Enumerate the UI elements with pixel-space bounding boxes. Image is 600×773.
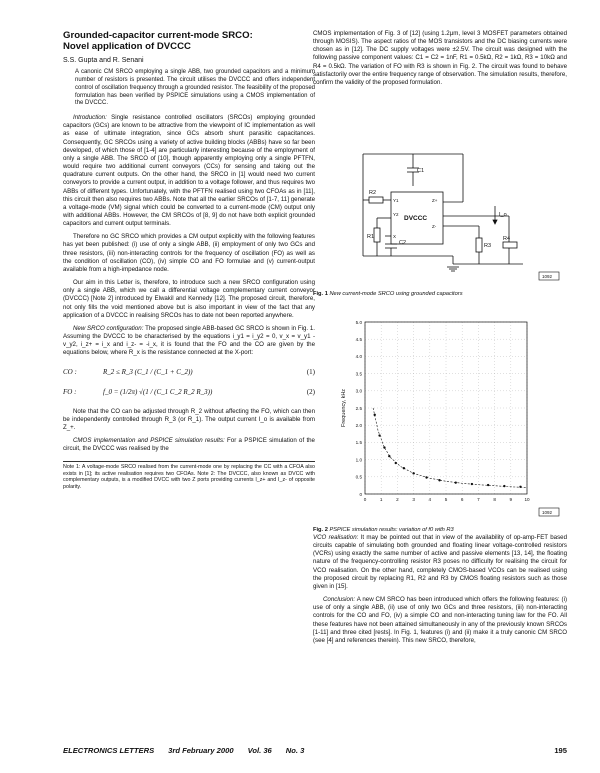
x-tick-label: 9 bbox=[509, 497, 513, 502]
figure-2-caption bbox=[313, 527, 567, 533]
chart-y-axis-label: Frequency, kHz bbox=[341, 388, 347, 428]
footer-number: No. 3 bbox=[285, 746, 305, 755]
circuit-diagram bbox=[313, 146, 567, 284]
x-tick-label: 4 bbox=[428, 497, 432, 502]
figure-2-tag: 1092 bbox=[542, 510, 553, 515]
figure-1-tag: 1092 bbox=[542, 274, 553, 279]
conclusion-paragraph bbox=[313, 596, 567, 645]
right-column-top bbox=[313, 30, 567, 87]
data-point bbox=[374, 414, 376, 416]
label-io: I_o bbox=[499, 212, 507, 218]
data-point bbox=[471, 483, 473, 485]
port-zplus: Z+ bbox=[432, 198, 438, 203]
intro-paragraph bbox=[63, 114, 315, 228]
paragraph-2: Therefore no GC SRCO which provides a CM output explicitly with the following features has yet been published: (i) use of only a single ABB, (ii) employment of only two GCs and three resistors, (iii) non-interacting controls for the frequency of oscillation (FO) as well as the condition of oscillation (CO), (iv) simple CO and FO formulae and (v) current-output available from a high-impedance node. bbox=[63, 233, 315, 273]
label-dvccc: DVCCC bbox=[404, 215, 428, 222]
cmos-text: For a PSPICE simulation of the circuit, the DVCCC was realised by the bbox=[63, 436, 315, 453]
data-point bbox=[378, 434, 380, 436]
x-tick-label: 6 bbox=[460, 497, 464, 502]
abstract: A canonic CM SRCO employing a single ABB, two grounded capacitors and a minimum number of resistors is presented. The circuit utilises the DVCCC and offers independent control of oscillation frequency through a grounded resistor. The feasibility of the proposed formulation has been verified by PSPICE simulations using a CMOS implementation of the DVCCC. bbox=[75, 69, 315, 107]
y-tick-label: 5.0 bbox=[355, 319, 362, 325]
x-tick-label: 3 bbox=[412, 497, 415, 502]
vco-paragraph bbox=[313, 534, 567, 591]
equation-block bbox=[63, 363, 315, 403]
y-tick-label: 2.5 bbox=[355, 405, 362, 411]
frequency-chart bbox=[313, 308, 567, 520]
new-srco-paragraph bbox=[63, 325, 315, 358]
y-tick-label: 2.0 bbox=[355, 423, 362, 428]
figure-2-caption-text: PSPICE simulation results: variation of f0 with R3 bbox=[329, 527, 454, 533]
data-point bbox=[412, 472, 414, 474]
intro-heading: Introduction: bbox=[73, 114, 107, 122]
new-srco-heading: New SRCO configuration: bbox=[73, 324, 144, 332]
figure-2 bbox=[313, 308, 567, 533]
equation-2-body: f_0 = (1/2π) √(1 / (C_1 C_2 R_2 R_3)) bbox=[103, 388, 213, 397]
figure-1-caption-number: Fig. 1 bbox=[313, 291, 328, 297]
data-point bbox=[438, 479, 440, 481]
y-tick-label: 0.5 bbox=[355, 474, 362, 480]
cmos-paragraph bbox=[63, 437, 315, 453]
x-tick-label: 0 bbox=[363, 497, 367, 502]
right-column-bottom bbox=[313, 534, 567, 645]
new-srco-text: The proposed single ABB-based GC SRCO is shown in Fig. 1. Assuming the DVCCC to be characterised by the equations i_y1 = i_y2 = 0, v_x = v_y1 - v_y2, i_z+ = i_x and i_z- = -i_x, it is found that the FO and the CO are given by the equations below, where R_x is the resistance connected at the X-port: bbox=[63, 324, 315, 357]
equation-2 bbox=[63, 383, 315, 403]
footer-page-number: 195 bbox=[554, 746, 567, 755]
data-point bbox=[519, 486, 521, 488]
cmos-heading: CMOS implementation and PSPICE simulation results: bbox=[73, 436, 225, 444]
equation-1 bbox=[63, 363, 315, 383]
equation-1-label: CO : bbox=[63, 368, 77, 377]
conclusion-heading: Conclusion: bbox=[323, 596, 356, 604]
port-y1: Y1 bbox=[393, 198, 399, 203]
x-tick-label: 1 bbox=[379, 497, 383, 502]
y-tick-label: 3.5 bbox=[355, 371, 362, 377]
y-tick-label: 0 bbox=[359, 491, 362, 497]
title-line-1: Grounded-capacitor current-mode SRCO: bbox=[63, 30, 253, 41]
footer-date: 3rd February 2000 bbox=[168, 746, 234, 755]
left-column bbox=[63, 30, 315, 491]
vco-heading: VCO realisation: bbox=[313, 534, 359, 541]
theory-line bbox=[373, 408, 527, 488]
y-tick-label: 4.0 bbox=[355, 354, 362, 360]
y-tick-label: 4.5 bbox=[355, 337, 362, 342]
y-tick-label: 1.5 bbox=[355, 440, 362, 446]
vco-text: It may be pointed out that in view of the availability of op-amp-FET based circuits capable of simulating both grounded and floating linear voltage-controlled resistors (VCRs) using exactly the same number of active and passive elements [13, 14], the floating nature of the frequency-controlling resistor R3 poses no difficulty for realising the circuit for VCO realisation. On the other hand, completely CMOS-based VCOs can be realised using the proposed circuit by replacing R1, R2 and R3 by CMOS floating resistors such as those given in [15]. bbox=[313, 534, 567, 590]
chart-axes bbox=[356, 320, 530, 502]
data-point bbox=[388, 455, 390, 457]
footnote: Note 1: A voltage-mode SRCO realised from the current-mode one by replacing the CC with a CFOA also exists in [1]; its active realisation requires two CFOAs. Note 2: The DVCCC, also known as DVCC with complementary outputs, is a modified DVCC with two Z ports providing currents I_z+ and I_z- of opposite polarity. bbox=[63, 461, 315, 490]
data-point bbox=[487, 484, 489, 486]
label-r4: R4 bbox=[503, 236, 511, 242]
page-footer bbox=[63, 746, 567, 755]
equation-2-label: FO : bbox=[63, 388, 77, 397]
x-tick-label: 10 bbox=[524, 497, 530, 502]
label-r1: R1 bbox=[367, 234, 375, 240]
figure-1 bbox=[313, 146, 567, 296]
author-list: S.S. Gupta and R. Senani bbox=[63, 57, 144, 64]
article-title bbox=[63, 30, 315, 52]
x-tick-label: 2 bbox=[396, 497, 399, 502]
paragraph-3: Our aim in this Letter is, therefore, to introduce such a new SRCO configuration using only a single ABB, which we call a differential voltage complementary current conveyor (DVCCC) [Note 2] introduced by Elwakil and Kennedy [12]. The proposed circuit, therefore, not only fills the void mentioned above but is also important in view of the fact that any application of a DVCCC in realising SRCOs has to date not been reported anywhere. bbox=[63, 279, 315, 319]
port-y2: Y2 bbox=[393, 212, 399, 217]
equation-1-body: R_2 ≤ R_3 (C_1 / (C_1 + C_2)) bbox=[103, 368, 193, 377]
data-point bbox=[455, 481, 457, 483]
data-point bbox=[395, 462, 397, 464]
label-r2: R2 bbox=[369, 190, 377, 196]
footer-volume: Vol. 36 bbox=[247, 746, 272, 755]
port-x: X bbox=[393, 234, 397, 239]
right-intro-paragraph: CMOS implementation of Fig. 3 of [12] (using 1.2μm, level 3 MOSFET parameters obtained through MOSIS). The aspect ratios of the MOS transistors and the DC biasing currents were chosen as in [12]. The DC supply voltages were ±2.5V. The circuit was designed with the following passive component values: C1 = C2 = 1nF, R1 = 0.5kΩ, R2 = 1kΩ, R3 = 10kΩ and R4 = 0.5kΩ. The variation of FO with R3 is shown in Fig. 2. The circuit was found to behave satisfactorily over the entire frequency range of observation. The simulation results, therefore, confirm the validity of the proposed formulation. bbox=[313, 30, 567, 86]
chart-grid bbox=[365, 322, 527, 494]
equation-1-number: (1) bbox=[306, 368, 315, 377]
x-tick-label: 8 bbox=[493, 497, 496, 502]
title-line-2: Novel application of DVCCC bbox=[63, 41, 191, 52]
data-point bbox=[383, 446, 385, 448]
figure-1-caption-text: New current-mode SRCO using grounded capacitors bbox=[329, 291, 463, 297]
data-point bbox=[503, 485, 505, 487]
data-point bbox=[425, 476, 427, 478]
figure-1-caption bbox=[313, 291, 567, 297]
x-tick-label: 5 bbox=[444, 497, 448, 502]
equation-2-number: (2) bbox=[306, 388, 315, 397]
y-tick-label: 3.0 bbox=[355, 388, 362, 394]
label-c1: C1 bbox=[417, 168, 425, 174]
x-tick-label: 7 bbox=[477, 497, 480, 502]
label-r3: R3 bbox=[484, 243, 492, 249]
footer-journal: ELECTRONICS LETTERS bbox=[63, 746, 155, 755]
data-point bbox=[403, 467, 405, 469]
figure-2-caption-number: Fig. 2 bbox=[313, 527, 328, 533]
port-zminus: Z- bbox=[432, 224, 437, 229]
chart-theory-curve bbox=[373, 408, 527, 488]
intro-text: Single resistance controlled oscillators (SRCOs) employing grounded capacitors (GCs) are known to be attractive from the viewpoint of IC implementation as well as ease of ultimate integration, since GCs absorb shunt parasitic capacitances. Consequently, GC SRCOs using a variety of active building blocks (ABBs) have so far been developed, of which those of [1-4] are particularly interesting because of the employment of only a single ABB. The SRCO of [10], though apparently employing only a single PFTFN, would require two additional current conveyors (CCs) for sensing and taking out the quadrature current outputs. On the other hand, the SRCO in [1] would need two current conveyors to provide a current output, in addition to a voltage follower, and thus requires two ABBs of different types. Unfortunately, with the PFTFN realised using two CFOAs as in [11], this circuit then also requires two ABBs. Note that all the earlier SRCOs of [1-7, 11] generate a voltage-mode (VM) signal which could be converted to a current-mode (CM) output only with additional ABBs. However, the CM SRCOs of [8, 9] do not have both explicit grounded capacitors and current output terminals. bbox=[63, 114, 315, 228]
after-equation-paragraph: Note that the CO can be adjusted through R_2 without affecting the FO, which can then be independently controlled through R_3 (or R_1). The output current I_o is available from Z_+. bbox=[63, 407, 315, 431]
y-tick-label: 1.0 bbox=[355, 457, 362, 463]
conclusion-text: A new CM SRCO has been introduced which offers the following features: (i) use of only a single ABB, (ii) use of only two GCs and three resistors, (iii) non-interacting controls for the CO and FO, (iv) a simple CO and non-interacting tuning law for the FO. All these features have not been attained simultaneously in any of the previously known SRCOs [1-11] and three cited [rests]. In Fig. 1, features (i) and (ii) make it a truly canonic CM SRCO (see [4] and references therein). This new SRCO, therefore, bbox=[313, 596, 568, 644]
label-c2: C2 bbox=[399, 240, 407, 246]
